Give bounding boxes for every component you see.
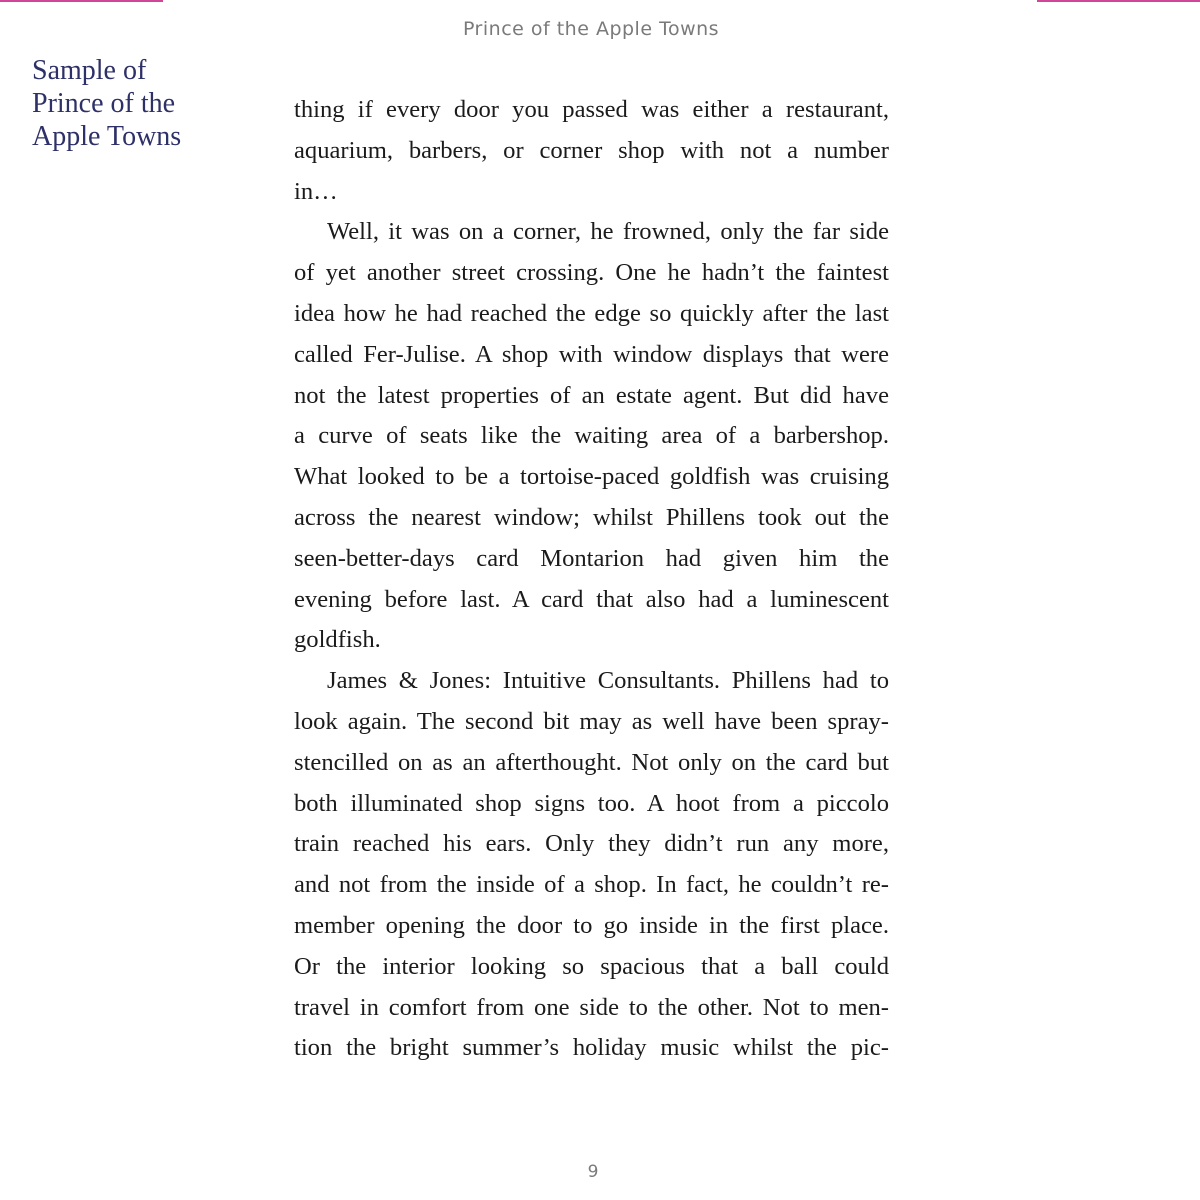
text-line: across the nearest window; whilst Phillens took out the — [294, 503, 889, 531]
sample-title-line: Prince of the — [32, 88, 176, 119]
text-line: stencilled on as an afterthought. Not only on the card but — [294, 748, 889, 776]
text-line: goldfish. — [294, 626, 381, 654]
text-line: seen-better-days card Montarion had given him the — [294, 544, 889, 572]
text-line: aquarium, barbers, or corner shop with not a number — [294, 136, 889, 164]
sample-title-line: Sample of — [32, 55, 147, 86]
text-line: train reached his ears. Only they didn’t run any more, — [294, 830, 889, 858]
top-left-accent-rule — [0, 0, 163, 2]
page-body-text — [294, 90, 889, 1069]
text-line: of yet another street crossing. One he hadn’t the faintest — [294, 259, 889, 287]
text-line: both illuminated shop signs too. A hoot from a piccolo — [294, 789, 889, 817]
page-number: 9 — [587, 1162, 599, 1182]
sample-title — [32, 54, 232, 153]
text-line: idea how he had reached the edge so quickly after the last — [294, 299, 889, 327]
text-line: not the latest properties of an estate agent. But did have — [294, 381, 889, 409]
sample-title-line: Apple Towns — [32, 121, 182, 152]
text-line: travel in comfort from one side to the other. Not to men- — [294, 993, 889, 1021]
text-line: tion the bright summer’s holiday music whilst the pic- — [294, 1034, 889, 1062]
text-line: and not from the inside of a shop. In fact, he couldn’t re- — [294, 871, 889, 899]
running-header-title: Prince of the Apple Towns — [462, 18, 720, 40]
top-right-accent-rule — [1037, 0, 1200, 2]
text-line: thing if every door you passed was either a restaurant, — [294, 96, 889, 123]
text-line: called Fer-Julise. A shop with window displays that were — [294, 340, 889, 368]
text-line: What looked to be a tortoise-paced goldfish was cruising — [294, 463, 889, 491]
text-line: evening before last. A card that also had a luminescent — [294, 585, 889, 613]
text-line: James & Jones: Intuitive Consultants. Phillens had to — [327, 667, 889, 695]
text-line: member opening the door to go inside in the first place. — [294, 911, 889, 939]
text-line: in… — [294, 177, 338, 205]
text-line: look again. The second bit may as well have been spray- — [294, 707, 889, 735]
text-line: a curve of seats like the waiting area of a barbershop. — [294, 422, 889, 450]
text-line: Well, it was on a corner, he frowned, only the far side — [327, 218, 889, 246]
text-line: Or the interior looking so spacious that a ball could — [294, 952, 889, 980]
